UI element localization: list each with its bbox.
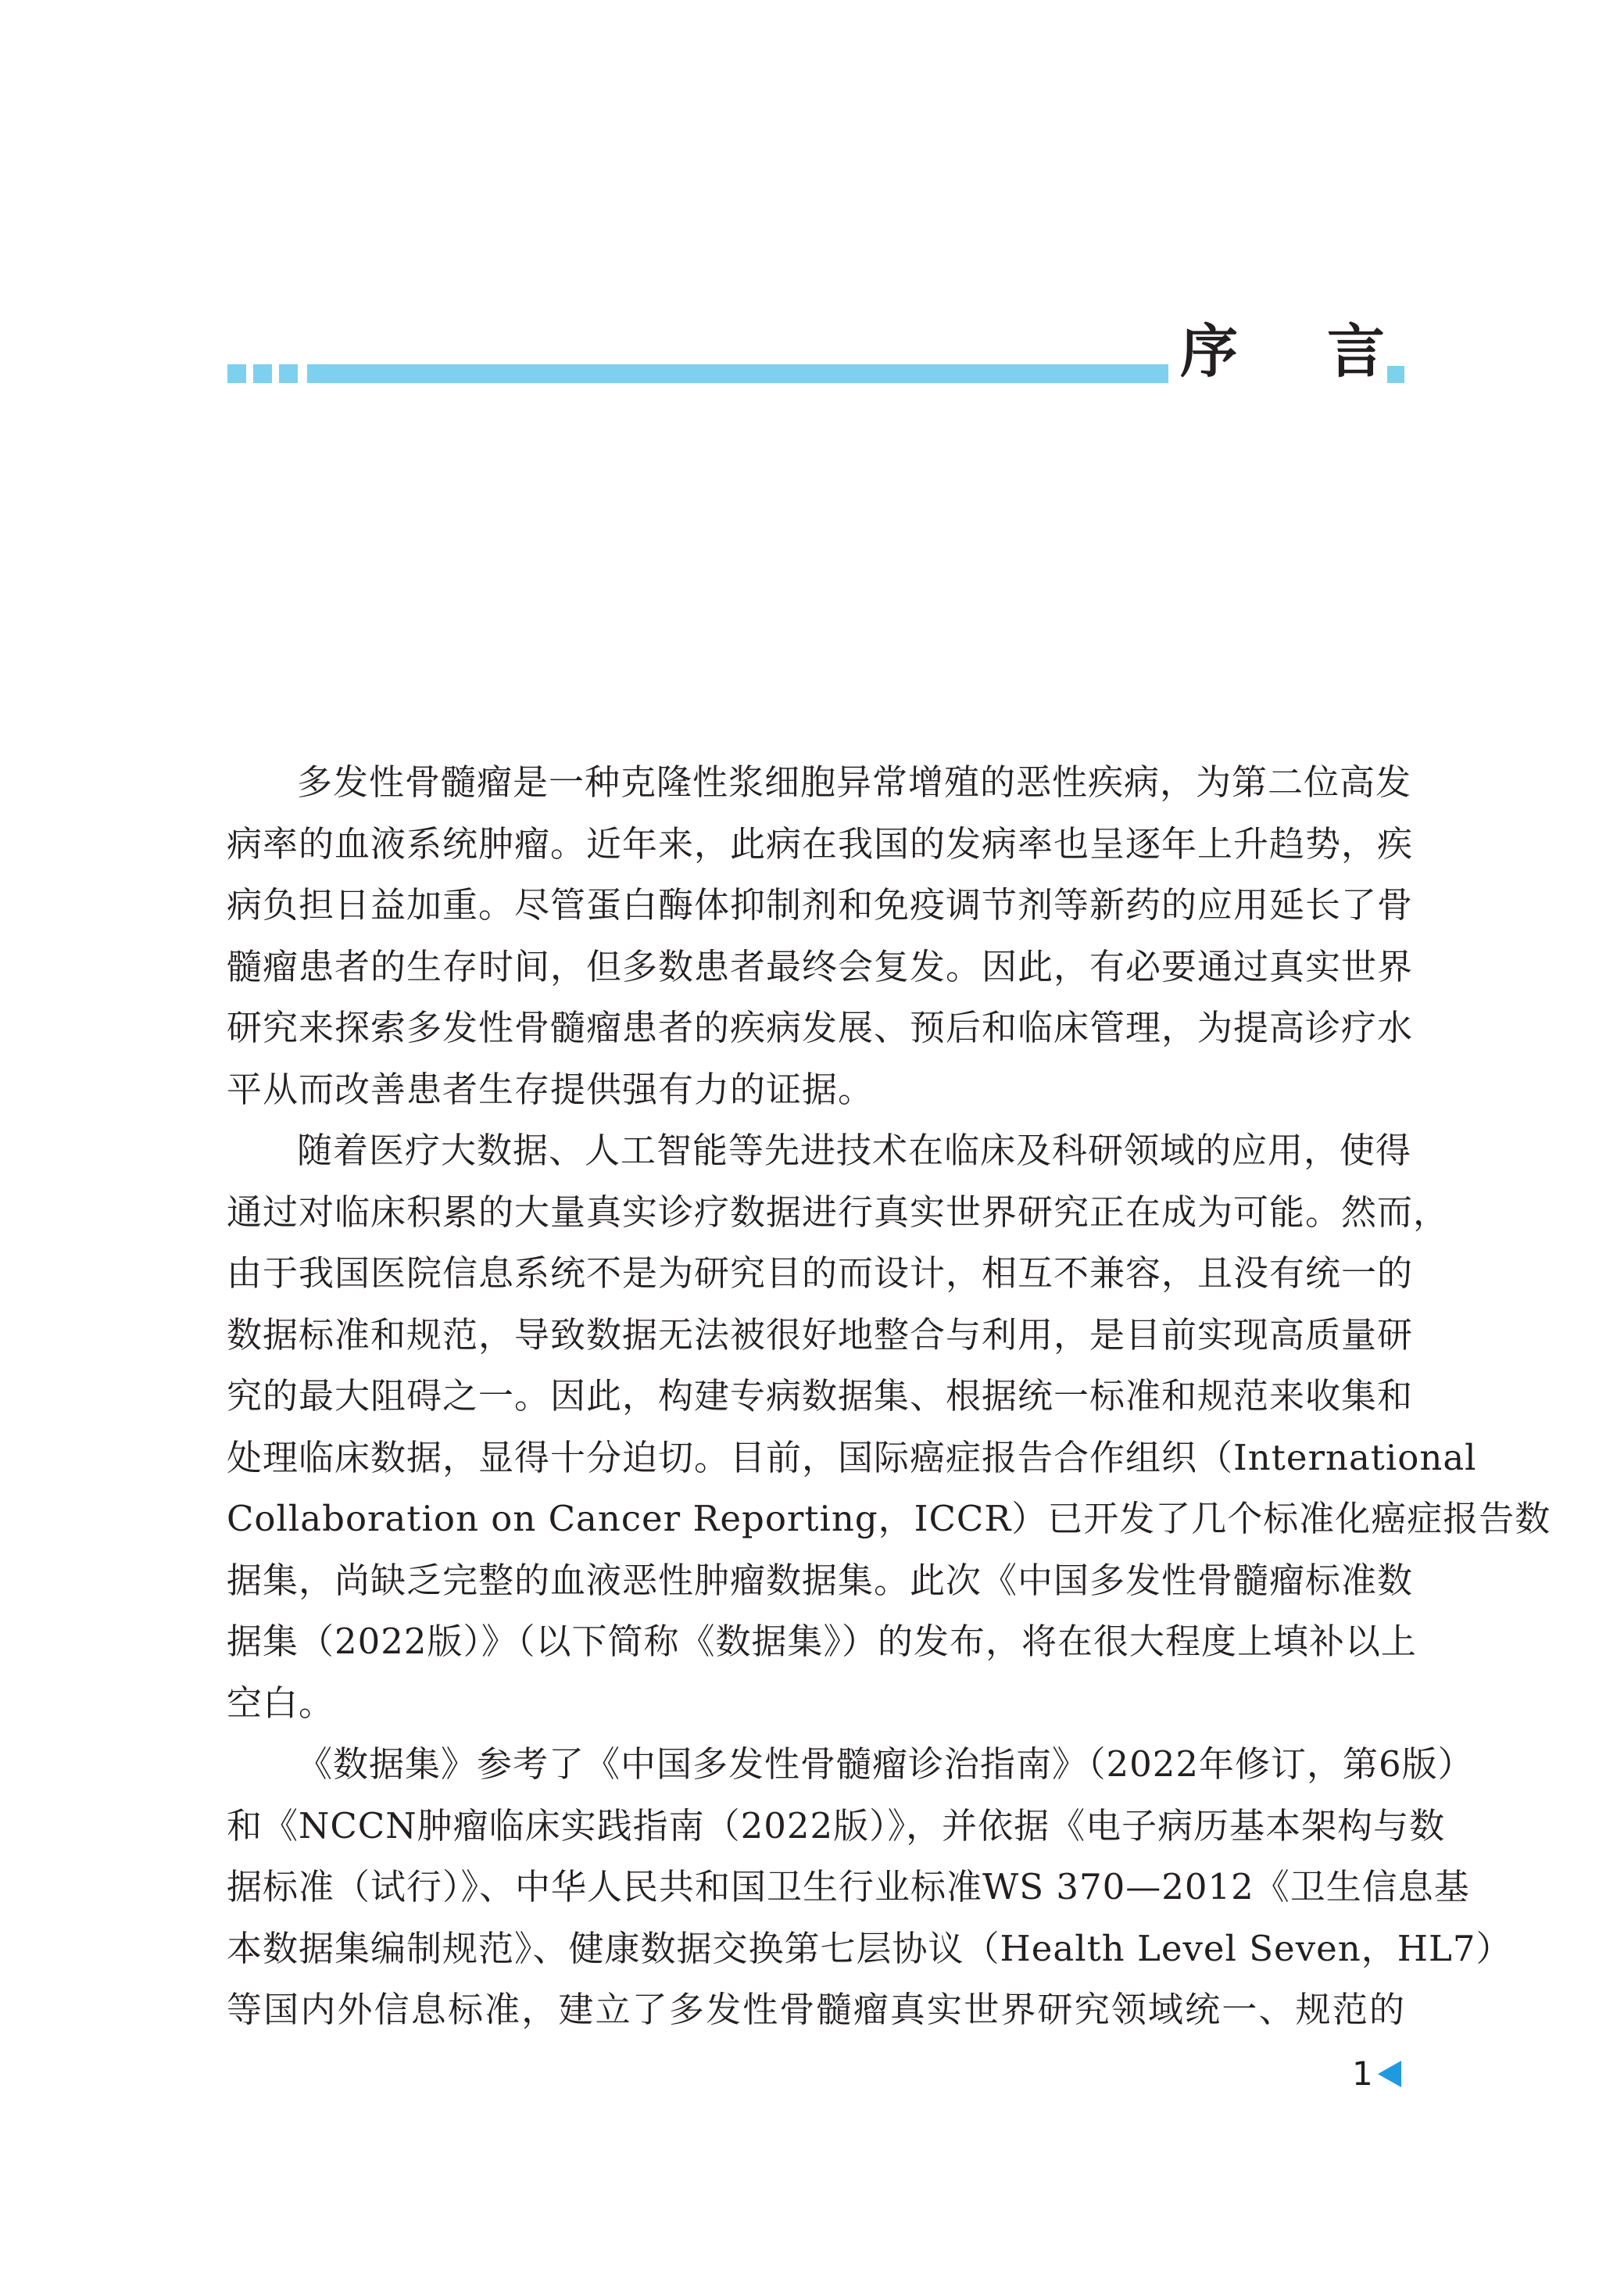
paragraph-line: 病率的血液系统肿瘤。近年来，此病在我国的发病率也呈逐年上升趋势，疾 [227,822,1414,865]
paragraph-line: 由于我国医院信息系统不是为研究目的而设计，相互不兼容，且没有统一的 [227,1252,1414,1294]
paragraph-line: 通过对临床积累的大量真实诊疗数据进行真实世界研究正在成为可能。然而， [227,1191,1450,1233]
paragraph-line: 本数据集编制规范》、健康数据交换第七层协议（Health Level Seven，HL7） [227,1927,1512,1969]
paragraph-line: 研究来探索多发性骨髓瘤患者的疾病发展、预后和临床管理，为提高诊疗水 [227,1007,1414,1048]
paragraph-line: 数据标准和规范，导致数据无法被很好地整合与利用，是目前实现高质量研 [227,1313,1414,1356]
title-char-1: 序 [1180,318,1238,385]
page-arrow-icon [1378,2061,1401,2087]
page-number: 1 [1352,2054,1373,2093]
paragraph-line: 据集（2022版）》（以下简称《数据集》）的发布，将在很大程度上填补以上 [227,1621,1418,1662]
header-bar [307,364,1168,383]
header-square-3 [279,364,298,383]
title-char-2: 言 [1327,318,1385,385]
paragraph-line: 多发性骨髓瘤是一种克隆性浆细胞异常增殖的恶性疾病，为第二位高发 [297,761,1412,803]
paragraph-line: 髓瘤患者的生存时间，但多数患者最终会复发。因此，有必要通过真实世界 [227,945,1414,987]
page-title [1180,314,1385,389]
paragraph-line: 病负担日益加重。尽管蛋白酶体抑制剂和免疫调节剂等新药的应用延长了骨 [227,884,1414,926]
header-end-square [1387,366,1404,383]
paragraph-line: Collaboration on Cancer Reporting，ICCR）已开发了几个标准化癌症报告数 [227,1498,1551,1539]
paragraph-line: 《数据集》参考了《中国多发性骨髓瘤诊治指南》（2022年修订，第6版） [297,1743,1474,1785]
body-text [227,752,1551,2041]
paragraph-line: 和《NCCN肿瘤临床实践指南（2022版）》，并依据《电子病历基本架构与数 [227,1804,1446,1847]
paragraph-line: 平从而改善患者生存提供强有力的证据。 [227,1068,875,1110]
header-square-2 [253,364,272,383]
paragraph-line: 等国内外信息标准，建立了多发性骨髓瘤真实世界研究领域统一、规范的 [227,1989,1405,2030]
paragraph-line: 处理临床数据，显得十分迫切。目前，国际癌症报告合作组织（International [227,1436,1477,1478]
paragraph-2 [227,1120,1551,1734]
paragraph-line: 据集，尚缺乏完整的血液恶性肿瘤数据集。此次《中国多发性骨髓瘤标准数 [227,1559,1414,1601]
paragraph-3 [227,1734,1512,2041]
paragraph-1 [227,752,1414,1120]
header-square-1 [227,364,246,383]
paragraph-line: 空白。 [227,1682,335,1724]
paragraph-line: 随着医疗大数据、人工智能等先进技术在临床及科研领域的应用，使得 [297,1130,1412,1171]
paragraph-line: 究的最大阻碍之一。因此，构建专病数据集、根据统一标准和规范来收集和 [227,1375,1414,1417]
paragraph-line: 据标准（试行）》、中华人民共和国卫生行业标准WS 370—2012《卫生信息基 [227,1866,1470,1907]
